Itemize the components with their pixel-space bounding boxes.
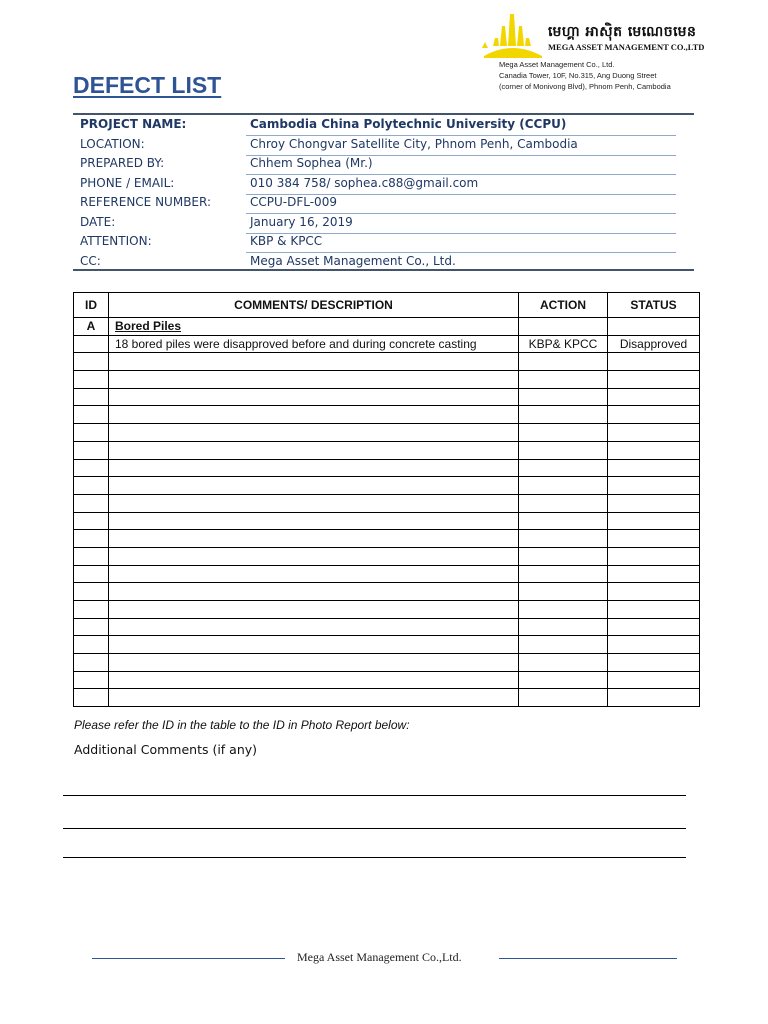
info-value: 010 384 758/ sophea.c88@gmail.com <box>250 175 479 190</box>
cell-description <box>109 618 519 636</box>
cell-id <box>74 388 109 406</box>
cell-action <box>519 494 608 512</box>
address-line: (corner of Monivong Blvd), Phnom Penh, Cambodia <box>499 82 671 91</box>
info-label: PROJECT NAME: <box>80 117 187 131</box>
cell-id <box>74 335 109 353</box>
table-row-empty <box>74 353 700 371</box>
header-description: COMMENTS/ DESCRIPTION <box>109 293 519 318</box>
cell-description <box>109 477 519 495</box>
table-row-empty <box>74 654 700 672</box>
info-label: REFERENCE NUMBER: <box>80 195 212 209</box>
info-row-prepared-by <box>73 155 693 174</box>
info-row-reference-number <box>73 194 693 213</box>
info-label: ATTENTION: <box>80 234 152 248</box>
cell-status <box>608 530 700 548</box>
cell-description <box>109 689 519 707</box>
cell-action <box>519 388 608 406</box>
cell-description <box>109 565 519 583</box>
cell-action <box>519 318 608 336</box>
cell-status <box>608 601 700 619</box>
logo-khmer-text: មេហ្គា អាស៊ិត មេណេចមេន <box>548 24 697 40</box>
cell-status <box>608 424 700 442</box>
cell-action <box>519 636 608 654</box>
table-row-empty <box>74 424 700 442</box>
cell-action <box>519 512 608 530</box>
section-title-cell <box>109 318 519 336</box>
info-value: January 16, 2019 <box>250 214 353 229</box>
cell-status <box>608 671 700 689</box>
cell-status <box>608 618 700 636</box>
cell-action <box>519 459 608 477</box>
info-value: Mega Asset Management Co., Ltd. <box>250 253 456 268</box>
info-row-project-name <box>73 116 693 135</box>
cell-status <box>608 494 700 512</box>
cell-description <box>109 353 519 371</box>
cell-action <box>519 406 608 424</box>
cell-action <box>519 547 608 565</box>
cell-description <box>109 601 519 619</box>
comment-line[interactable] <box>63 857 686 858</box>
cell-status <box>608 371 700 389</box>
cell-id <box>74 371 109 389</box>
cell-id <box>74 406 109 424</box>
info-value: Chhem Sophea (Mr.) <box>250 156 373 170</box>
info-value: Chroy Chongvar Satellite City, Phnom Penh, Cambodia <box>250 136 578 151</box>
cell-action <box>519 671 608 689</box>
table-row-empty <box>74 671 700 689</box>
cell-action <box>519 441 608 459</box>
footer-company-name: Mega Asset Management Co.,Ltd. <box>297 950 462 964</box>
cell-id <box>74 547 109 565</box>
header-status: STATUS <box>608 293 700 318</box>
cell-action <box>519 689 608 707</box>
footer-rule-left <box>92 958 285 959</box>
table-row-empty <box>74 459 700 477</box>
cell-description <box>109 530 519 548</box>
cell-id <box>74 512 109 530</box>
cell-id <box>74 618 109 636</box>
cell-action <box>519 583 608 601</box>
info-row-location <box>73 136 693 155</box>
footer-rule-right <box>499 958 677 959</box>
cell-status <box>608 318 700 336</box>
table-row-empty <box>74 618 700 636</box>
info-label: PHONE / EMAIL: <box>80 175 175 190</box>
cell-id <box>74 477 109 495</box>
section-row <box>74 318 700 336</box>
cell-id <box>74 583 109 601</box>
address-line: Canadia Tower, 10F, No.315, Ang Duong Street <box>499 71 657 80</box>
table-row-empty <box>74 388 700 406</box>
cell-id <box>74 654 109 672</box>
table-row-empty <box>74 530 700 548</box>
cell-status <box>608 477 700 495</box>
info-value: Cambodia China Polytechnic University (CCPU) <box>250 117 567 131</box>
cell-status <box>608 654 700 672</box>
table-row-empty <box>74 406 700 424</box>
cell-action <box>519 654 608 672</box>
cell-action <box>519 353 608 371</box>
cell-description <box>109 459 519 477</box>
table-row-empty <box>74 494 700 512</box>
cell-description <box>109 583 519 601</box>
cell-status <box>608 441 700 459</box>
info-bottom-rule <box>73 269 694 271</box>
cell-action <box>519 371 608 389</box>
table-row-empty <box>74 601 700 619</box>
cell-id <box>74 459 109 477</box>
cell-description <box>109 371 519 389</box>
info-value: KBP & KPCC <box>250 234 323 248</box>
header-action: ACTION <box>519 293 608 318</box>
cell-id <box>74 530 109 548</box>
cell-id <box>74 671 109 689</box>
cell-action <box>519 530 608 548</box>
cell-status <box>608 353 700 371</box>
cell-status <box>608 636 700 654</box>
info-label: CC: <box>80 253 101 268</box>
info-row-phone-email <box>73 175 693 194</box>
table-header-row <box>74 293 700 318</box>
info-value: CCPU-DFL-009 <box>250 195 337 209</box>
comment-line[interactable] <box>63 795 686 796</box>
cell-id <box>74 565 109 583</box>
table-row-empty <box>74 477 700 495</box>
header-id: ID <box>74 293 109 318</box>
cell-id <box>74 689 109 707</box>
photo-report-note: Please refer the ID in the table to the ID in Photo Report below: <box>74 718 410 732</box>
cell-action <box>519 477 608 495</box>
cell-status <box>608 406 700 424</box>
cell-id <box>74 601 109 619</box>
company-address <box>499 59 671 92</box>
cell-status <box>608 565 700 583</box>
additional-comments-label: Additional Comments (if any) <box>74 742 258 757</box>
cell-action <box>519 565 608 583</box>
company-logo-icon <box>482 12 544 58</box>
table-row-empty <box>74 565 700 583</box>
cell-id <box>74 441 109 459</box>
table-row-empty <box>74 371 700 389</box>
cell-status <box>608 583 700 601</box>
cell-description <box>109 441 519 459</box>
cell-status <box>608 512 700 530</box>
table-row-empty <box>74 583 700 601</box>
cell-status: Disapproved <box>608 335 700 353</box>
cell-description <box>109 671 519 689</box>
cell-status <box>608 547 700 565</box>
cell-id <box>74 636 109 654</box>
cell-status <box>608 459 700 477</box>
defect-table <box>73 292 700 707</box>
table-row <box>74 335 700 353</box>
cell-description <box>109 636 519 654</box>
table-row-empty <box>74 636 700 654</box>
table-row-empty <box>74 441 700 459</box>
cell-status <box>608 388 700 406</box>
cell-description: 18 bored piles were disapproved before and during concrete casting <box>109 335 519 353</box>
info-label: PREPARED BY: <box>80 156 165 170</box>
cell-action <box>519 424 608 442</box>
info-label: LOCATION: <box>80 136 145 151</box>
table-row-empty <box>74 547 700 565</box>
cell-description <box>109 547 519 565</box>
cell-description <box>109 406 519 424</box>
logo-english-text: MEGA ASSET MANAGEMENT CO.,LTD <box>548 42 705 52</box>
cell-description <box>109 512 519 530</box>
cell-description <box>109 388 519 406</box>
cell-description <box>109 494 519 512</box>
cell-description <box>109 654 519 672</box>
info-row-date <box>73 214 693 233</box>
section-title: Bored Piles <box>115 319 182 334</box>
document-title: DEFECT LIST <box>73 72 222 98</box>
cell-description <box>109 424 519 442</box>
cell-action: KBP& KPCC <box>519 335 608 353</box>
cell-id <box>74 424 109 442</box>
cell-id <box>74 494 109 512</box>
table-row-empty <box>74 512 700 530</box>
section-id: A <box>74 318 109 336</box>
cell-action <box>519 618 608 636</box>
info-label: DATE: <box>80 214 116 229</box>
info-row-attention <box>73 233 693 252</box>
info-top-rule <box>73 113 694 115</box>
table-row-empty <box>74 689 700 707</box>
address-line: Mega Asset Management Co., Ltd. <box>499 60 615 69</box>
cell-action <box>519 601 608 619</box>
comment-line[interactable] <box>63 828 686 829</box>
cell-id <box>74 353 109 371</box>
cell-status <box>608 689 700 707</box>
